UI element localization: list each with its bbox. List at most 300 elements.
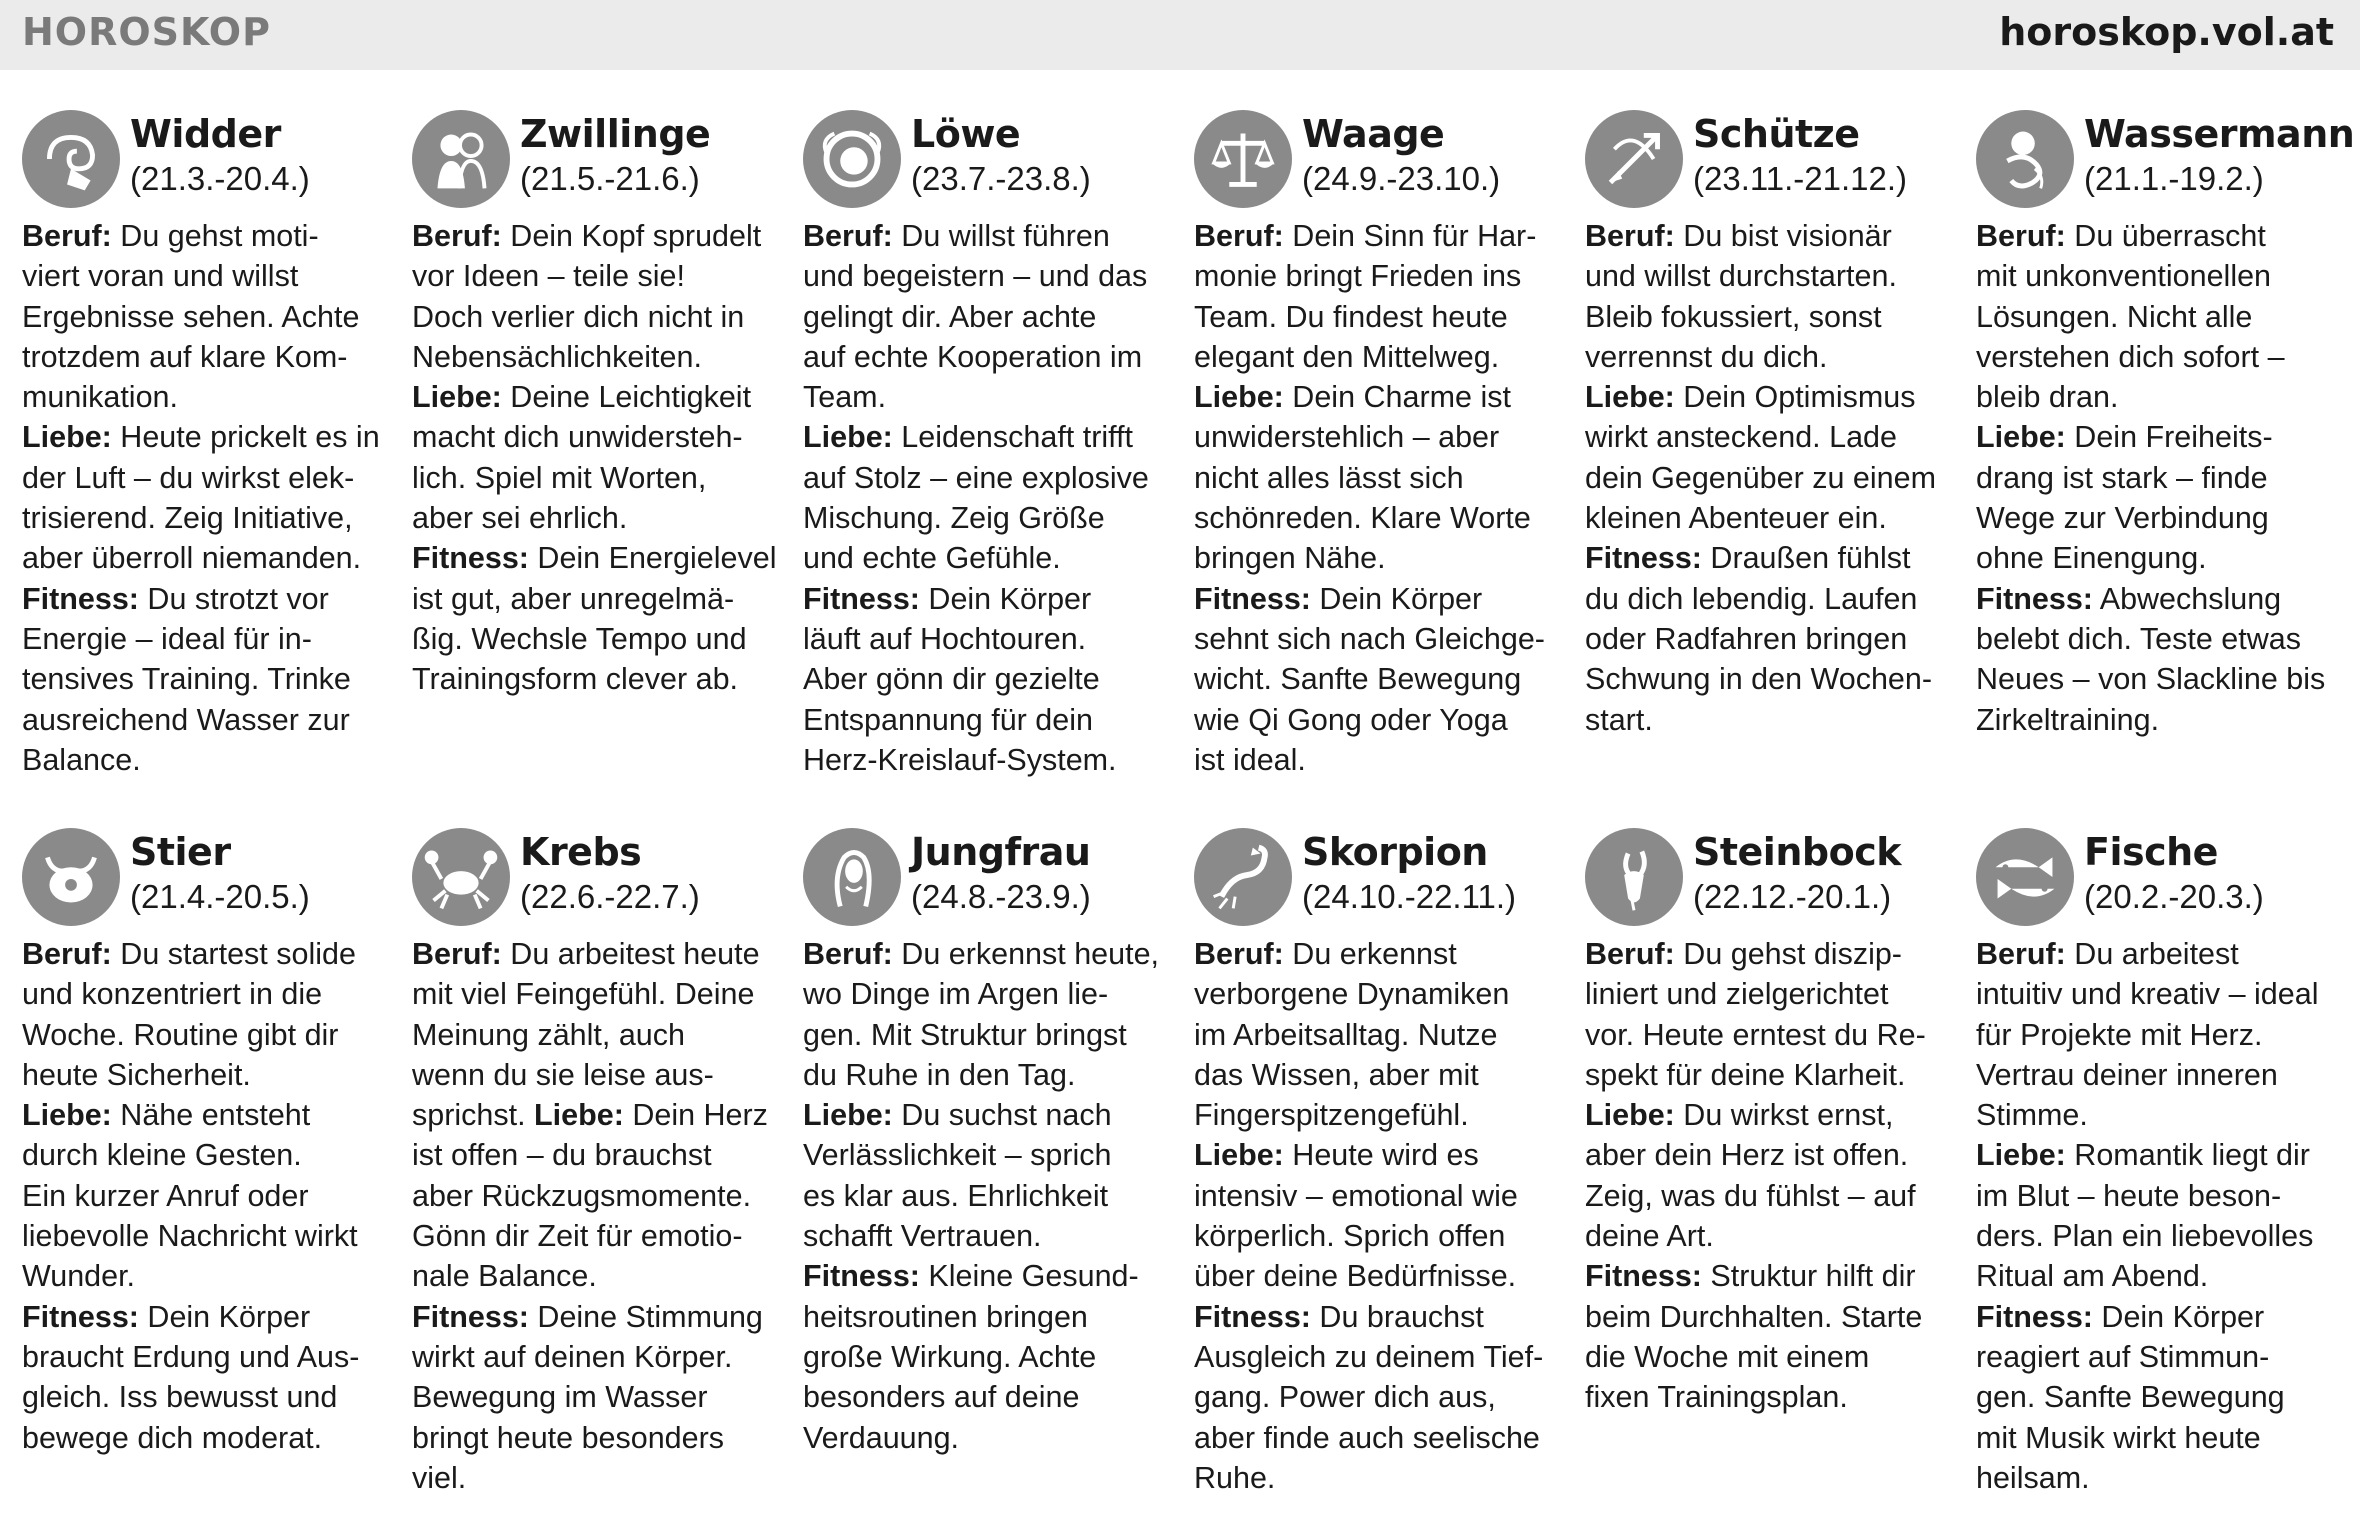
forecast-line [1194, 1377, 1564, 1417]
forecast-text: Dein Freiheits- [2065, 420, 2273, 455]
forecast-text: bewege dich moderat. [22, 1420, 323, 1455]
forecast-text: Heute wird es [1283, 1138, 1479, 1173]
forecast-category-label: Beruf: [22, 219, 112, 253]
twins-icon [412, 110, 510, 208]
forecast-category-label: Beruf: [412, 219, 502, 253]
forecast-text: und echte Gefühle. [803, 541, 1061, 576]
forecast-line [412, 216, 782, 256]
sign-forecast [803, 216, 1173, 780]
forecast-line [1194, 216, 1564, 256]
forecast-text: deine Art. [1585, 1219, 1714, 1254]
forecast-line [1194, 1216, 1564, 1256]
forecast-line [1585, 417, 1955, 457]
forecast-text: Kleine Gesund- [919, 1259, 1139, 1294]
forecast-text: Ritual am Abend. [1976, 1259, 2209, 1294]
forecast-line [412, 934, 782, 974]
forecast-line [1976, 1458, 2346, 1498]
forecast-text: beim Durchhalten. Starte [1585, 1299, 1923, 1334]
sign-forecast [22, 216, 392, 780]
sign-name: Stier [130, 830, 231, 874]
sign-name: Krebs [520, 830, 642, 874]
forecast-text: mit Musik wirkt heute [1976, 1420, 2261, 1455]
forecast-line [412, 974, 782, 1014]
forecast-text: wicht. Sanfte Bewegung [1194, 662, 1522, 697]
forecast-line [412, 1216, 782, 1256]
forecast-text: große Wirkung. Achte [803, 1339, 1097, 1374]
forecast-line [412, 417, 782, 457]
forecast-text: wenn du sie leise aus- [412, 1057, 714, 1092]
forecast-line [22, 1135, 392, 1175]
forecast-text: Zeig, was du fühlst – auf [1585, 1178, 1916, 1213]
forecast-text: auf Stolz – eine explosive [803, 460, 1149, 495]
forecast-text: Team. [803, 380, 887, 415]
forecast-line [1585, 619, 1955, 659]
forecast-line [1976, 377, 2346, 417]
forecast-text: du dich lebendig. Laufen [1585, 581, 1918, 616]
forecast-line [1976, 934, 2346, 974]
sign-dates: (24.8.-23.9.) [911, 878, 1091, 915]
forecast-text: viel. [412, 1460, 467, 1495]
sign-card-zwillinge [412, 110, 782, 700]
forecast-text: sehnt sich nach Gleichge- [1194, 621, 1545, 656]
forecast-text: wo Dinge im Argen lie- [803, 977, 1109, 1012]
forecast-text: Lösungen. Nicht alle [1976, 299, 2253, 334]
forecast-line [1194, 1015, 1564, 1055]
forecast-text: Leidenschaft trifft [892, 420, 1134, 455]
forecast-line [1585, 700, 1955, 740]
forecast-line [1194, 256, 1564, 296]
sign-name: Fische [2084, 830, 2218, 874]
forecast-line [1194, 974, 1564, 1014]
forecast-line [1976, 297, 2346, 337]
forecast-category-label: Fitness: [1194, 581, 1311, 616]
forecast-line [22, 1055, 392, 1095]
forecast-text: Ausgleich zu deinem Tief- [1194, 1339, 1544, 1374]
forecast-category-label: Beruf: [412, 937, 502, 971]
forecast-text: start. [1585, 702, 1653, 737]
forecast-line [1976, 498, 2346, 538]
forecast-text: verrennst du dich. [1585, 339, 1828, 374]
forecast-text: spekt für deine Klarheit. [1585, 1057, 1906, 1092]
forecast-line [1194, 1458, 1564, 1498]
forecast-line [1585, 297, 1955, 337]
forecast-line [412, 1337, 782, 1377]
forecast-text: Heute prickelt es in [111, 420, 380, 455]
sign-name: Widder [130, 112, 281, 156]
forecast-text: Du bist visionär [1674, 219, 1892, 253]
sign-name: Waage [1302, 112, 1445, 156]
forecast-category-label: Fitness: [22, 581, 139, 616]
forecast-line [412, 1458, 782, 1498]
forecast-text: Du erkennst [1283, 937, 1457, 971]
forecast-text: ßig. Wechsle Tempo und [412, 621, 747, 656]
forecast-text: aber überroll niemanden. [22, 541, 362, 576]
sign-forecast [1976, 934, 2346, 1498]
ram-icon [22, 110, 120, 208]
sign-dates: (21.4.-20.5.) [130, 878, 310, 915]
forecast-line [412, 538, 782, 578]
forecast-line [803, 1216, 1173, 1256]
forecast-line [1194, 579, 1564, 619]
forecast-category-label: Beruf: [22, 937, 112, 971]
forecast-text: Gönn dir Zeit für emotio- [412, 1219, 743, 1254]
sign-dates: (24.9.-23.10.) [1302, 160, 1501, 197]
forecast-text: Du strotzt vor [138, 581, 329, 616]
forecast-line [412, 1377, 782, 1417]
forecast-line [412, 1418, 782, 1458]
forecast-line [1976, 1377, 2346, 1417]
forecast-text: Nähe entsteht [111, 1098, 311, 1133]
crab-icon [412, 828, 510, 926]
forecast-text: im Arbeitsalltag. Nutze [1194, 1017, 1498, 1052]
sign-forecast [1585, 934, 1955, 1418]
sign-forecast [1194, 934, 1564, 1498]
sign-card-krebs [412, 828, 782, 1498]
forecast-line [412, 1176, 782, 1216]
forecast-category-label: Liebe: [534, 1098, 624, 1133]
forecast-text: der Luft – du wirkst elek- [22, 460, 355, 495]
forecast-category-label: Liebe: [1585, 380, 1675, 415]
forecast-text: unwiderstehlich – aber [1194, 420, 1500, 455]
forecast-category-label: Liebe: [22, 1098, 112, 1133]
forecast-text: Ergebnisse sehen. Achte [22, 299, 360, 334]
forecast-text: Du brauchst [1310, 1299, 1484, 1334]
forecast-category-label: Liebe: [803, 1098, 893, 1133]
forecast-category-label: Fitness: [803, 581, 920, 616]
forecast-line [1976, 256, 2346, 296]
forecast-text: Dein Charme ist [1283, 380, 1511, 415]
forecast-text: Aber gönn dir gezielte [803, 662, 1100, 697]
forecast-text: ausreichend Wasser zur [22, 702, 350, 737]
sign-name: Skorpion [1302, 830, 1488, 874]
forecast-line [803, 216, 1173, 256]
forecast-line [803, 659, 1173, 699]
forecast-line [412, 579, 782, 619]
water-bearer-icon [1976, 110, 2074, 208]
forecast-line [22, 934, 392, 974]
forecast-line [1976, 417, 2346, 457]
forecast-line [1976, 538, 2346, 578]
forecast-text: und willst durchstarten. [1585, 259, 1897, 294]
forecast-line [1585, 1015, 1955, 1055]
forecast-line [412, 256, 782, 296]
forecast-text: Dein Körper [138, 1299, 311, 1334]
forecast-line [1194, 297, 1564, 337]
forecast-line [1585, 579, 1955, 619]
sign-forecast [1585, 216, 1955, 740]
scales-icon [1194, 110, 1292, 208]
sign-header [1585, 828, 1955, 930]
sign-dates: (21.1.-19.2.) [2084, 160, 2264, 197]
forecast-text: und konzentriert in die [22, 977, 323, 1012]
forecast-line [1194, 659, 1564, 699]
sign-card-jungfrau [803, 828, 1173, 1458]
forecast-line [412, 1135, 782, 1175]
sign-header [803, 110, 1173, 212]
forecast-text: und begeistern – und das [803, 259, 1148, 294]
forecast-category-label: Liebe: [412, 380, 502, 415]
forecast-text: vor. Heute erntest du Re- [1585, 1017, 1926, 1052]
forecast-line [803, 974, 1173, 1014]
forecast-text: heilsam. [1976, 1460, 2090, 1495]
forecast-line [1194, 1055, 1564, 1095]
forecast-text: Du gehst moti- [111, 219, 319, 253]
sign-card-skorpion [1194, 828, 1564, 1498]
forecast-text: nicht alles lässt sich [1194, 460, 1464, 495]
sign-dates: (21.3.-20.4.) [130, 160, 310, 197]
forecast-text: nale Balance. [412, 1259, 597, 1294]
forecast-text: fixen Trainingsplan. [1585, 1380, 1848, 1415]
forecast-line [22, 1176, 392, 1216]
forecast-text: aber sei ehrlich. [412, 501, 628, 536]
forecast-text: mit viel Feingefühl. Deine [412, 977, 755, 1012]
forecast-line [22, 498, 392, 538]
forecast-text: aber Rückzugsmomente. [412, 1178, 752, 1213]
forecast-text: Dein Kopf sprudelt [501, 219, 762, 253]
forecast-text: im Blut – heute beson- [1976, 1178, 2282, 1213]
forecast-text: Balance. [22, 742, 141, 777]
forecast-text: dein Gegenüber zu einem [1585, 460, 1936, 495]
forecast-line [1976, 1418, 2346, 1458]
forecast-text: bringt heute besonders [412, 1420, 724, 1455]
forecast-category-label: Fitness: [1976, 1299, 2093, 1334]
forecast-text: ist ideal. [1194, 742, 1306, 777]
forecast-text: läuft auf Hochtouren. [803, 621, 1087, 656]
forecast-text: gen. Mit Struktur bringst [803, 1017, 1127, 1052]
forecast-line [22, 337, 392, 377]
sign-forecast [22, 934, 392, 1458]
forecast-text: Draußen fühlst [1701, 541, 1911, 576]
forecast-text: Du willst führen [892, 219, 1110, 253]
forecast-text: drang ist stark – finde [1976, 460, 2268, 495]
forecast-text: liebevolle Nachricht wirkt [22, 1219, 358, 1254]
forecast-category-label: Liebe: [22, 420, 112, 455]
forecast-text: gleich. Iss bewusst und [22, 1380, 338, 1415]
forecast-text: gelingt dir. Aber achte [803, 299, 1097, 334]
forecast-text: Woche. Routine gibt dir [22, 1017, 339, 1052]
forecast-line [803, 458, 1173, 498]
forecast-line [22, 700, 392, 740]
sign-card-widder [22, 110, 392, 780]
forecast-text: Romantik liegt dir [2065, 1138, 2310, 1173]
forecast-category-label: Beruf: [1194, 219, 1284, 253]
lion-icon [803, 110, 901, 208]
forecast-line [22, 458, 392, 498]
forecast-line [803, 1176, 1173, 1216]
forecast-text: über deine Bedürfnisse. [1194, 1259, 1517, 1294]
forecast-text: elegant den Mittelweg. [1194, 339, 1500, 374]
forecast-line [412, 458, 782, 498]
forecast-line [22, 297, 392, 337]
forecast-category-label: Beruf: [1976, 219, 2066, 253]
forecast-line [1585, 216, 1955, 256]
sign-card-fische [1976, 828, 2346, 1498]
forecast-text: Nebensächlichkeiten. [412, 339, 702, 374]
forecast-category-label: Beruf: [1585, 937, 1675, 971]
sign-name: Zwillinge [520, 112, 711, 156]
forecast-line [803, 538, 1173, 578]
forecast-line [1976, 1216, 2346, 1256]
forecast-line [412, 297, 782, 337]
forecast-line [1976, 974, 2346, 1014]
forecast-category-label: Liebe: [1194, 1138, 1284, 1173]
forecast-category-label: Fitness: [1585, 1259, 1702, 1294]
sign-name: Jungfrau [911, 830, 1091, 874]
forecast-line [22, 659, 392, 699]
sign-forecast [412, 216, 782, 700]
forecast-text: Stimme. [1976, 1098, 2088, 1133]
sign-dates: (21.5.-21.6.) [520, 160, 700, 197]
forecast-text: kleinen Abenteuer ein. [1585, 501, 1887, 536]
forecast-line [1585, 1095, 1955, 1135]
forecast-text: Dein Energielevel [528, 541, 777, 576]
forecast-line [1585, 1297, 1955, 1337]
forecast-category-label: Fitness: [22, 1299, 139, 1334]
forecast-text: Dein Optimismus [1674, 380, 1916, 415]
sign-card-waage [1194, 110, 1564, 780]
forecast-category-label: Liebe: [803, 420, 893, 455]
forecast-line [1194, 740, 1564, 780]
forecast-text: Meinung zählt, auch [412, 1017, 685, 1052]
forecast-line [1194, 1176, 1564, 1216]
forecast-text: Verdauung. [803, 1420, 960, 1455]
sign-name: Löwe [911, 112, 1021, 156]
forecast-text: Du arbeitest heute [501, 937, 760, 971]
forecast-text: Du überrascht [2065, 219, 2266, 253]
forecast-text: Verlässlichkeit – sprich [803, 1138, 1112, 1173]
forecast-text: aber finde auch seelische [1194, 1420, 1540, 1455]
forecast-line [1585, 256, 1955, 296]
forecast-text: schafft Vertrauen. [803, 1219, 1042, 1254]
forecast-line [22, 256, 392, 296]
forecast-line [412, 659, 782, 699]
forecast-line [1585, 1135, 1955, 1175]
bull-icon [22, 828, 120, 926]
forecast-line [803, 337, 1173, 377]
forecast-line [412, 1297, 782, 1337]
sign-dates: (23.11.-21.12.) [1693, 160, 1908, 197]
forecast-line [1585, 1377, 1955, 1417]
forecast-line [1976, 619, 2346, 659]
forecast-text: liniert und zielgerichtet [1585, 977, 1889, 1012]
forecast-text: ohne Einengung. [1976, 541, 2207, 576]
forecast-text: die Woche mit einem [1585, 1339, 1870, 1374]
forecast-text: Trainingsform clever ab. [412, 662, 739, 697]
forecast-text: ist gut, aber unregelmä- [412, 581, 735, 616]
forecast-line [803, 1095, 1173, 1135]
sign-forecast [803, 934, 1173, 1458]
forecast-text: wirkt auf deinen Körper. [412, 1339, 733, 1374]
forecast-line [1976, 337, 2346, 377]
sign-name: Wassermann [2084, 112, 2355, 156]
forecast-text: Fingerspitzengefühl. [1194, 1098, 1469, 1133]
forecast-line [1194, 1297, 1564, 1337]
forecast-line [803, 1377, 1173, 1417]
forecast-line [803, 619, 1173, 659]
forecast-line [22, 579, 392, 619]
forecast-line [1585, 1256, 1955, 1296]
forecast-text: Vertrau deiner inneren [1976, 1057, 2278, 1092]
forecast-text: tensives Training. Trinke [22, 662, 351, 697]
forecast-category-label: Fitness: [412, 1299, 529, 1334]
forecast-text: Doch verlier dich nicht in [412, 299, 745, 334]
forecast-line [1976, 458, 2346, 498]
forecast-line [412, 1055, 782, 1095]
forecast-text: es klar aus. Ehrlichkeit [803, 1178, 1109, 1213]
forecast-line [412, 377, 782, 417]
forecast-line [1194, 458, 1564, 498]
forecast-line [412, 619, 782, 659]
sign-dates: (22.6.-22.7.) [520, 878, 700, 915]
forecast-text: lich. Spiel mit Worten, [412, 460, 707, 495]
forecast-line [1976, 1337, 2346, 1377]
forecast-text: Deine Leichtigkeit [501, 380, 752, 415]
forecast-text: intensiv – emotional wie [1194, 1178, 1518, 1213]
sign-card-steinbock [1585, 828, 1955, 1418]
forecast-line [803, 1337, 1173, 1377]
scorpion-icon [1194, 828, 1292, 926]
forecast-line [1585, 377, 1955, 417]
forecast-text: das Wissen, aber mit [1194, 1057, 1479, 1092]
forecast-category-label: Beruf: [1194, 937, 1284, 971]
forecast-line [1976, 1055, 2346, 1095]
forecast-text: Mischung. Zeig Größe [803, 501, 1105, 536]
forecast-text: trisierend. Zeig Initiative, [22, 501, 353, 536]
site-url[interactable]: horoskop.vol.at [1999, 10, 2334, 54]
forecast-text: Dein Körper [2092, 1299, 2265, 1334]
forecast-line [1585, 1337, 1955, 1377]
forecast-text: mit unkonventionellen [1976, 259, 2272, 294]
sign-dates: (20.2.-20.3.) [2084, 878, 2264, 915]
sign-dates: (24.10.-22.11.) [1302, 878, 1517, 915]
sign-header [1194, 110, 1564, 212]
forecast-text: durch kleine Gesten. [22, 1138, 302, 1173]
forecast-text: wirkt ansteckend. Lade [1585, 420, 1897, 455]
forecast-category-label: Fitness: [1585, 541, 1702, 576]
forecast-line [803, 1256, 1173, 1296]
forecast-text: Dein Körper [919, 581, 1092, 616]
forecast-text: Ein kurzer Anruf oder [22, 1178, 309, 1213]
sign-card-schütze [1585, 110, 1955, 740]
forecast-text: schönreden. Klare Worte [1194, 501, 1531, 536]
forecast-line [22, 619, 392, 659]
forecast-text: Herz-Kreislauf-System. [803, 742, 1117, 777]
forecast-line [1194, 1418, 1564, 1458]
forecast-text: Du gehst diszip- [1674, 937, 1902, 971]
forecast-text: heitsroutinen bringen [803, 1299, 1088, 1334]
forecast-line [1194, 1337, 1564, 1377]
forecast-line [22, 538, 392, 578]
forecast-line [22, 216, 392, 256]
forecast-text: Struktur hilft dir [1701, 1259, 1916, 1294]
forecast-line [1976, 1135, 2346, 1175]
forecast-line [803, 417, 1173, 457]
forecast-text: Zirkeltraining. [1976, 702, 2160, 737]
forecast-category-label: Beruf: [803, 937, 893, 971]
forecast-text: oder Radfahren bringen [1585, 621, 1908, 656]
forecast-line [803, 498, 1173, 538]
forecast-text: aber dein Herz ist offen. [1585, 1138, 1909, 1173]
forecast-category-label: Fitness: [412, 541, 529, 576]
forecast-text: trotzdem auf klare Kom- [22, 339, 348, 374]
forecast-text: munikation. [22, 380, 178, 415]
sign-card-löwe [803, 110, 1173, 780]
forecast-text: gang. Power dich aus, [1194, 1380, 1496, 1415]
sign-forecast [1194, 216, 1564, 780]
forecast-text: viert voran und willst [22, 259, 299, 294]
forecast-line [1194, 337, 1564, 377]
forecast-line [803, 1015, 1173, 1055]
